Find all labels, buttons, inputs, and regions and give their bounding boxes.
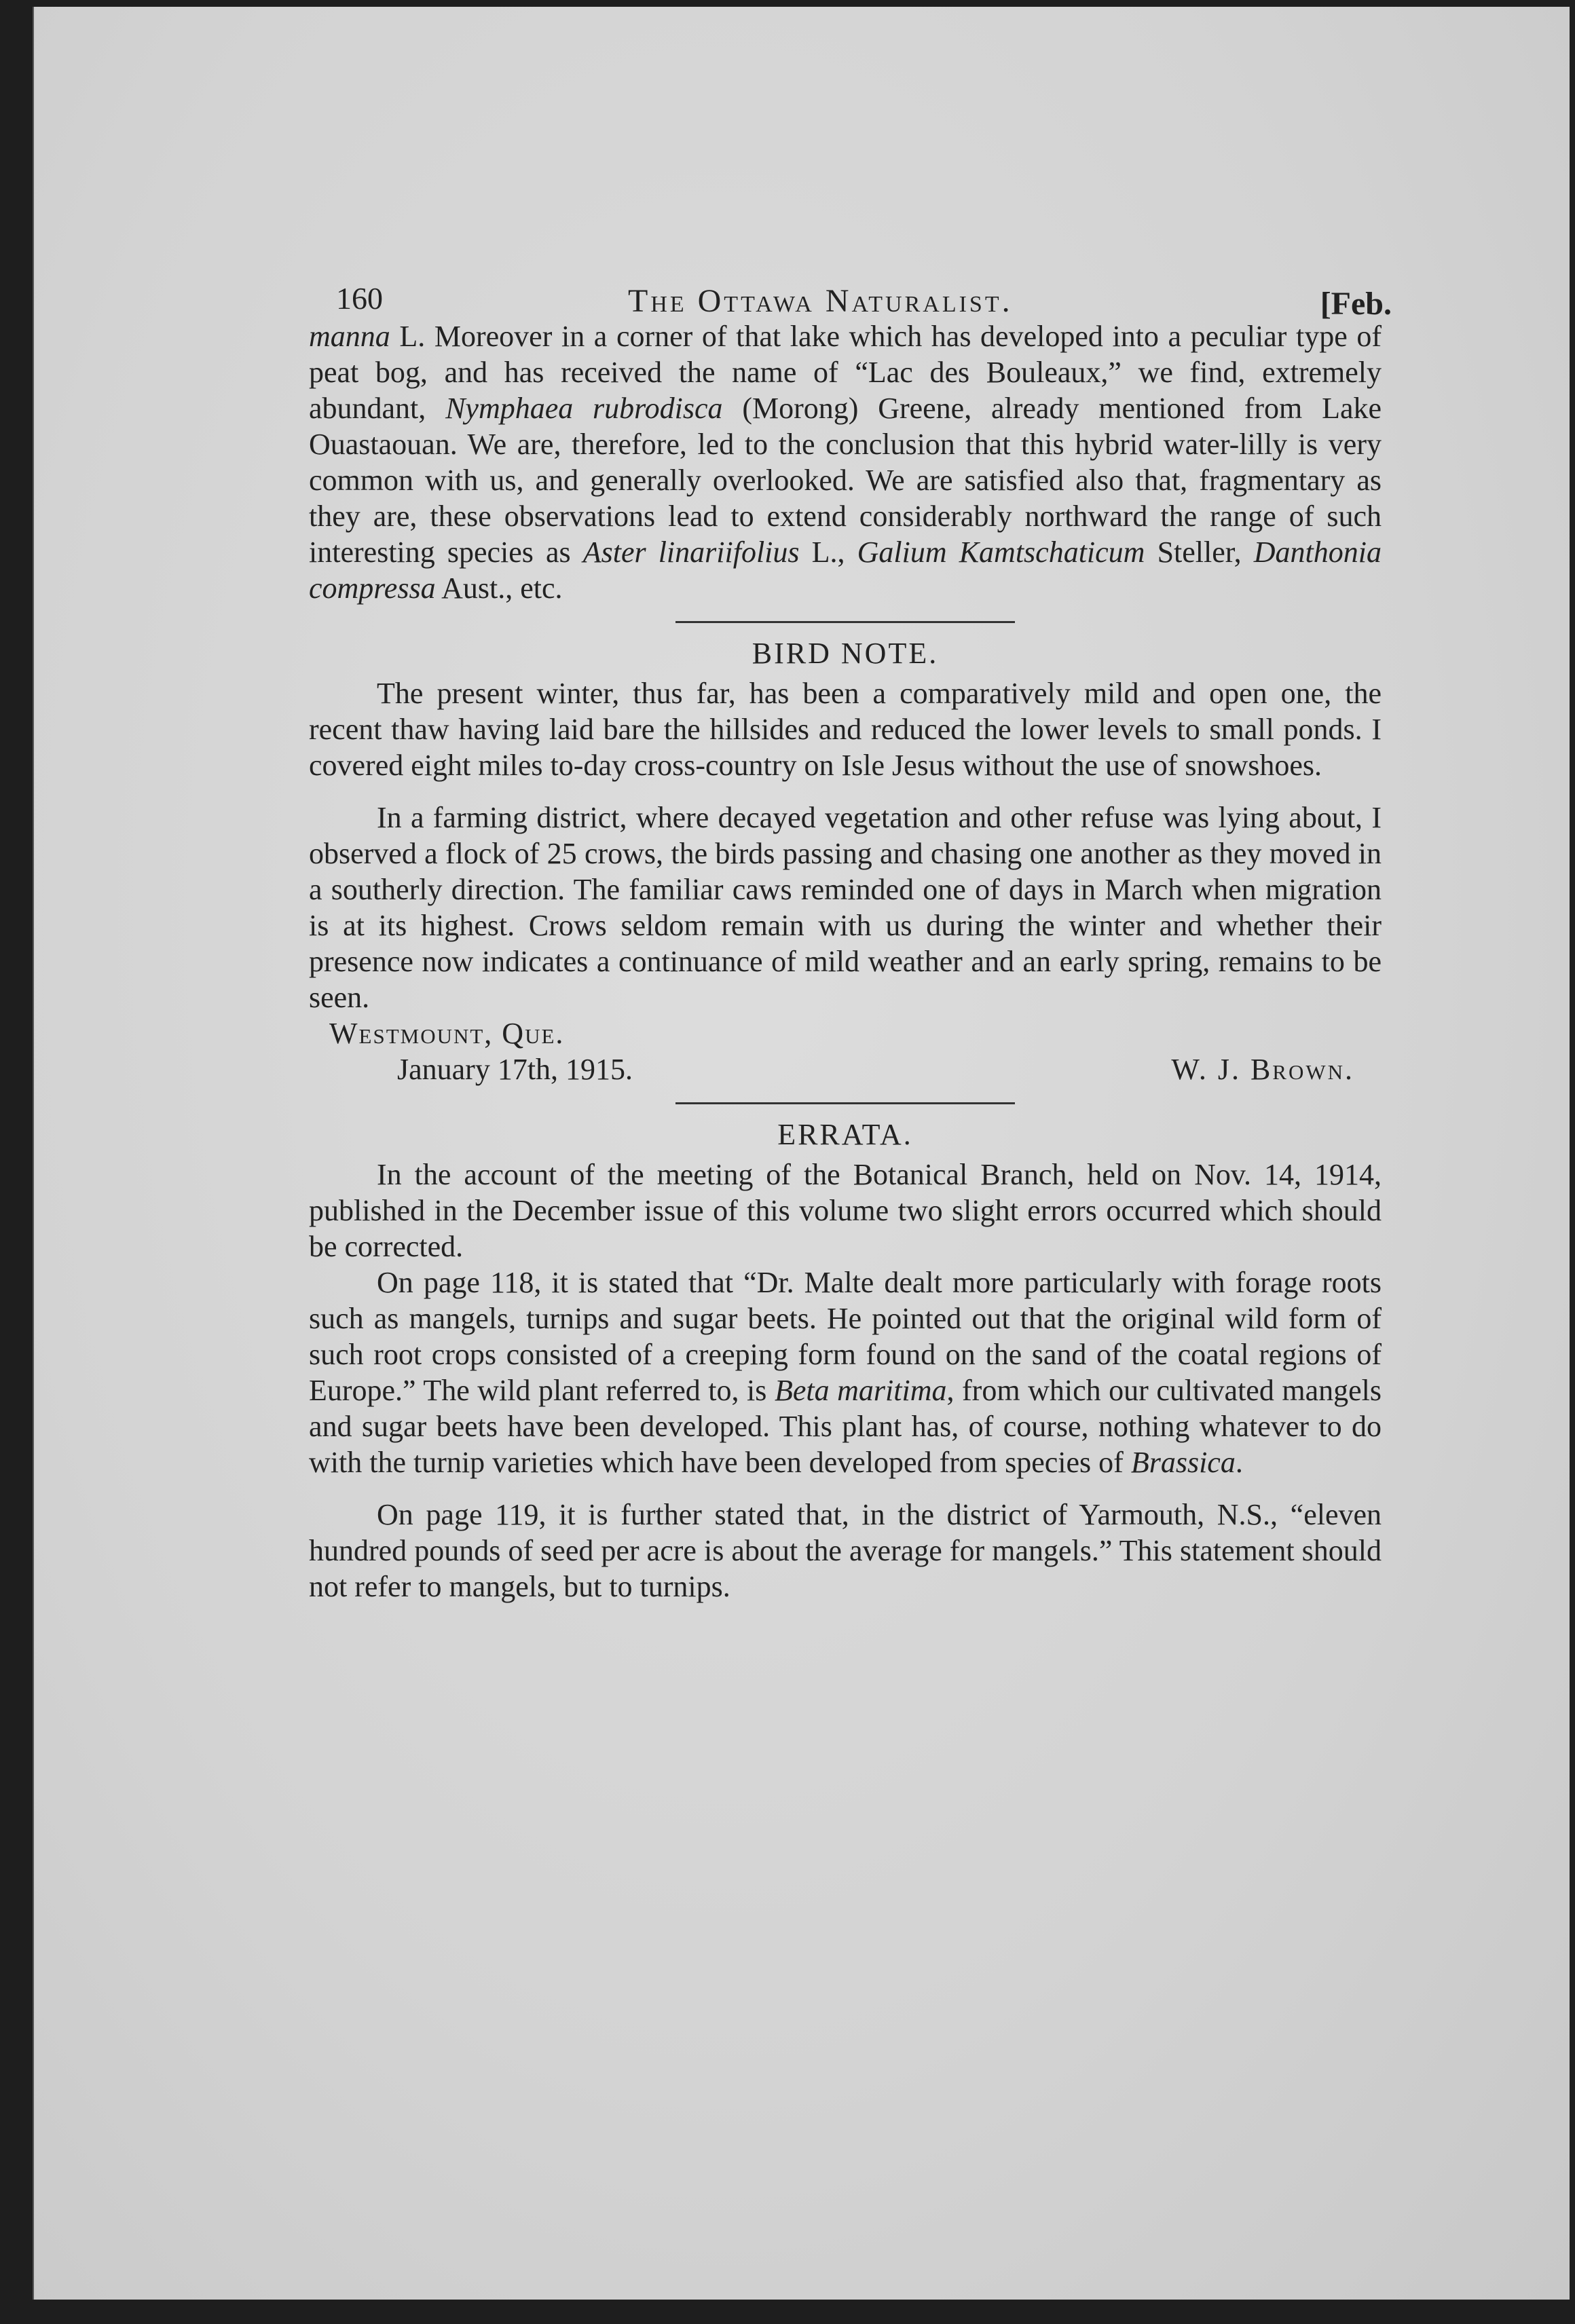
text-run: Steller, [1145, 536, 1254, 569]
page-number: 160 [336, 281, 383, 316]
running-date: [Feb. [1320, 286, 1392, 322]
errata-paragraph-3: On page 119, it is further stated that, in the district of Yarmouth, N.S., “eleven hundred pounds of seed per acre is about the average for mangels.” This statement should not refer to mangels, but to turnips. [309, 1498, 1382, 1603]
italic-species: Aster linariifolius [582, 536, 800, 569]
text-run: . [1235, 1446, 1243, 1479]
paragraph-gap [309, 1480, 1382, 1497]
paragraph-gap [309, 783, 1382, 800]
place-line: Westmount, Que. [329, 1017, 565, 1050]
text-run: Aust., etc. [435, 571, 563, 605]
text-run: , from which our cultivated mangels and sugar beets have been developed. This plant has, of course, nothing whatever to do with the turnip varieties which have been developed from species of [309, 1374, 1382, 1479]
text-run: On page 118, it is stated that “Dr. Malte dealt more particularly with forage roots such as mangels, turnips and sugar beets. He pointed out that the original wild form of such root crops consisted of a creeping form found on the sand of the coatal regions of Europe.” The wild plant referred to, is [309, 1266, 1382, 1407]
book-page [33, 7, 1570, 2300]
errata-paragraph-2 [309, 1264, 1382, 1480]
text-run: L. Moreover in a corner of that lake which has developed into a peculiar type of peat bog, and has received the name of “Lac des Bouleaux,” we find, extremely abundant, [309, 320, 1382, 425]
errata-paragraph-1: In the account of the meeting of the Botanical Branch, held on Nov. 14, 1914, published in the December issue of this volume two slight errors occurred which should be corrected. [309, 1158, 1382, 1263]
continuation-paragraph [309, 318, 1382, 606]
running-title: The Ottawa Naturalist. [628, 283, 1013, 319]
text-run: (Morong) Greene, already mentioned from Lake Ouastaouan. We are, therefore, led to the conclusion that this hybrid water-lilly is very common with us, and generally overlooked. We are satisfied also that, fragmentary as they are, these observations lead to extend considerably northward the range of such interesting species as [309, 392, 1382, 569]
author-name: W. J. Brown. [1171, 1053, 1354, 1086]
errata-title: ERRATA. [777, 1118, 913, 1151]
signature-block [309, 1015, 1382, 1087]
running-header [309, 268, 1392, 322]
text-run: L., [799, 536, 857, 569]
section-divider [675, 1102, 1015, 1104]
bird-note-paragraph-1: The present winter, thus far, has been a comparatively mild and open one, the recent thaw having laid bare the hillsides and reduced the lower levels to small ponds. I covered eight miles to-day cross-country on Isle Jesus without the use of snowshoes. [309, 677, 1382, 782]
italic-species: Danthonia compressa [309, 536, 1382, 605]
bird-note-title: BIRD NOTE. [752, 637, 939, 670]
section-divider [675, 621, 1015, 623]
italic-species: Brassica [1130, 1446, 1236, 1479]
bird-note-paragraph-2: In a farming district, where decayed vegetation and other refuse was lying about, I observed a flock of 25 crows, the birds passing and chasing one another as they moved in a southerly direction. The familiar caws reminded one of days in March when migration is at its highest. Crows seldom remain with us during the winter and whether their presence now indicates a continuance of mild weather and an early spring, remains to be seen. [309, 801, 1382, 1014]
italic-species: Nymphaea rubrodisca [445, 392, 723, 425]
date-line: January 17th, 1915. [397, 1053, 633, 1086]
page-content [309, 268, 1392, 1605]
italic-species: Galium Kamtschaticum [857, 536, 1145, 569]
italic-species: Beta maritima [774, 1374, 947, 1407]
italic-species: manna [309, 320, 390, 353]
